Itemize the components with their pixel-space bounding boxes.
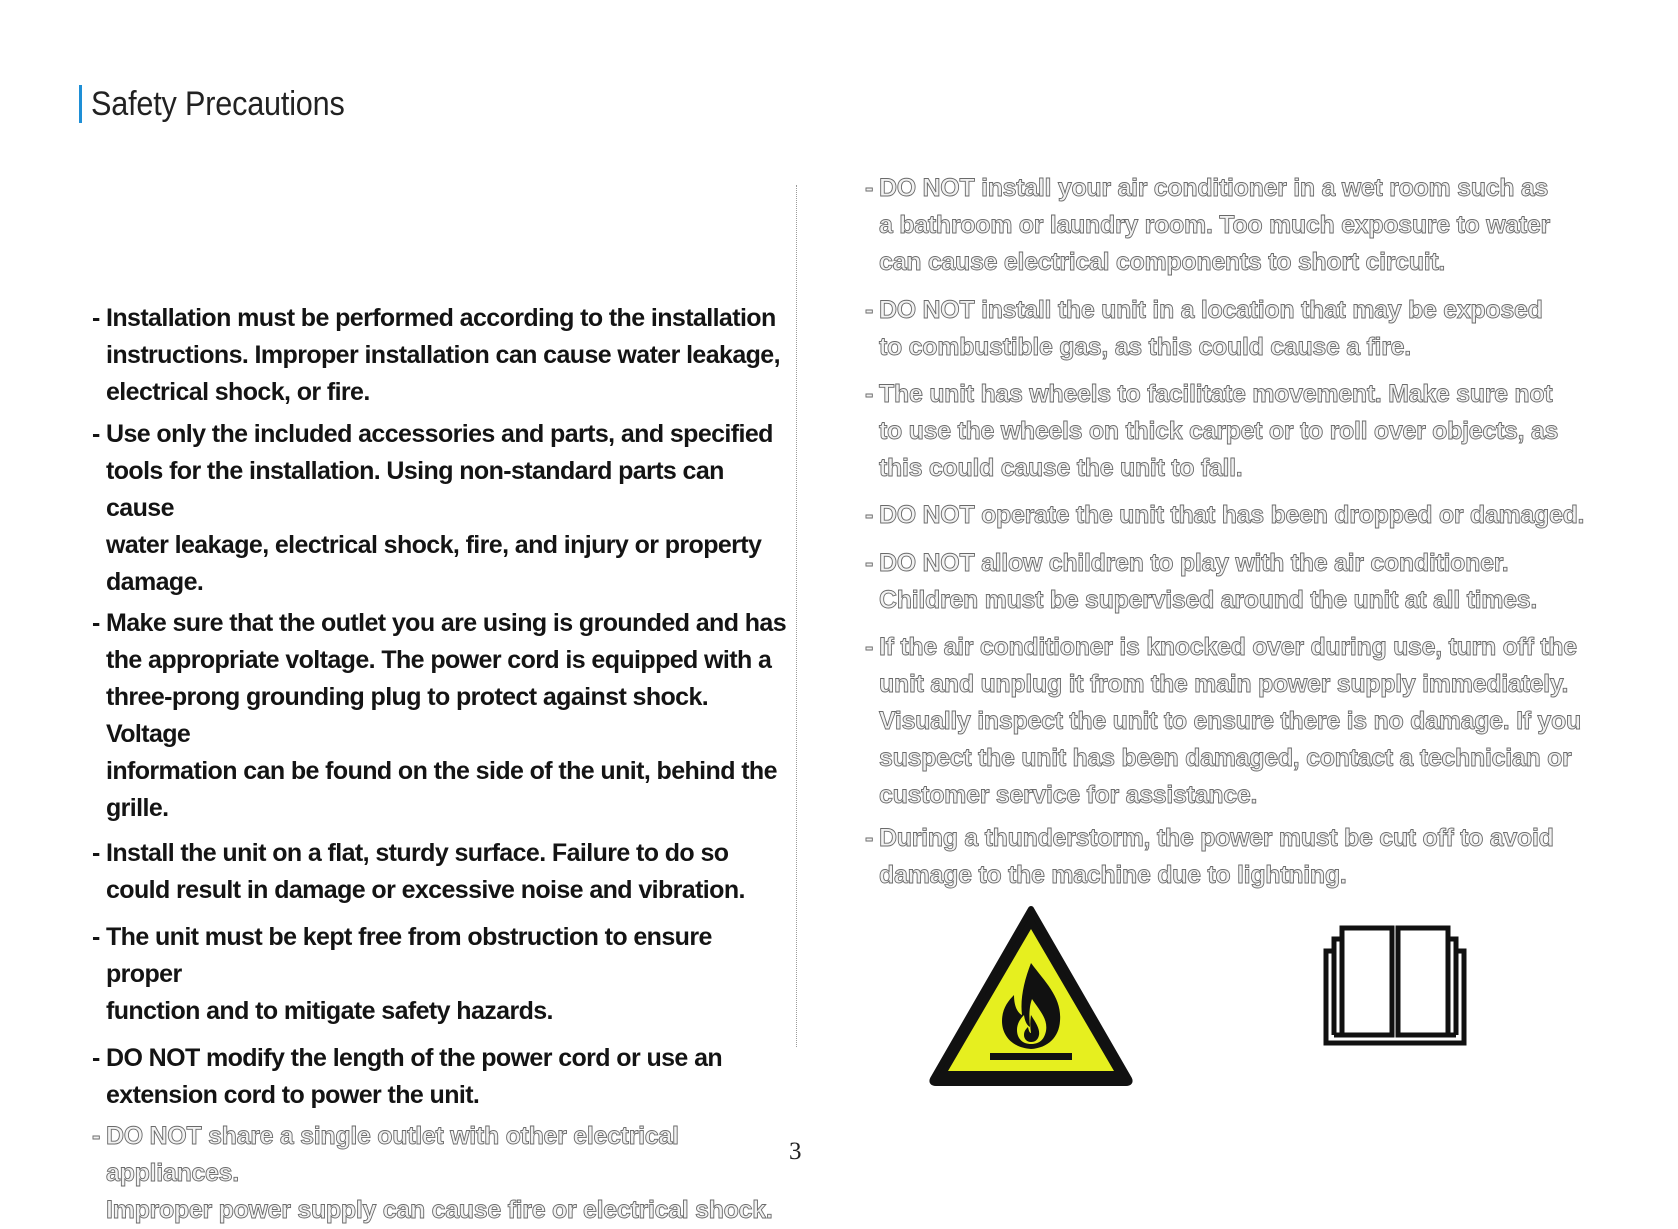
precaution-line: DO NOT share a single outlet with other electrical appliances. — [106, 1122, 679, 1187]
bullet-dash: - — [92, 1044, 100, 1072]
bullet-dash: - — [865, 824, 874, 852]
precaution-line: If the air conditioner is knocked over during use, turn off the — [879, 633, 1577, 661]
precaution-line: water leakage, electrical shock, fire, and injury or property — [106, 531, 762, 559]
precaution-line: instructions. Improper installation can cause water leakage, — [106, 341, 780, 369]
precaution-line: information can be found on the side of the unit, behind the — [106, 757, 777, 785]
bullet-dash: - — [92, 304, 100, 332]
precaution-line: DO NOT operate the unit that has been dropped or damaged. — [879, 501, 1585, 529]
precaution-line: The unit must be kept free from obstruction to ensure proper — [106, 923, 712, 988]
precaution-line: customer service for assistance. — [879, 781, 1258, 809]
precaution-line: the appropriate voltage. The power cord is equipped with a — [106, 646, 772, 674]
precaution-item — [92, 919, 792, 1030]
left-column — [92, 300, 792, 1229]
bullet-dash: - — [865, 174, 874, 202]
precaution-line: DO NOT install your air conditioner in a wet room such as — [879, 174, 1549, 202]
precaution-line: to use the wheels on thick carpet or to roll over objects, as — [879, 417, 1559, 445]
precaution-item — [865, 629, 1585, 814]
precaution-line: DO NOT allow children to play with the air conditioner. — [879, 549, 1509, 577]
precaution-line: extension cord to power the unit. — [106, 1081, 480, 1109]
precaution-line: DO NOT install the unit in a location that may be exposed — [879, 296, 1543, 324]
precaution-item — [92, 1118, 792, 1229]
precaution-line: could result in damage or excessive noise and vibration. — [106, 876, 745, 904]
precaution-item — [865, 170, 1585, 281]
precaution-line: this could cause the unit to fall. — [879, 454, 1243, 482]
precaution-line: damage. — [106, 568, 204, 596]
precaution-line: unit and unplug it from the main power supply immediately. — [879, 670, 1569, 698]
precaution-line: a bathroom or laundry room. Too much exposure to water — [879, 211, 1550, 239]
bullet-dash: - — [865, 501, 874, 529]
page-header — [79, 84, 373, 124]
precaution-line: During a thunderstorm, the power must be cut off to avoid — [879, 824, 1554, 852]
bullet-dash: - — [865, 633, 874, 661]
bullet-dash: - — [865, 296, 874, 324]
precaution-line: can cause electrical components to short circuit. — [879, 248, 1446, 276]
bullet-dash: - — [92, 923, 100, 951]
precaution-line: tools for the installation. Using non-standard parts can cause — [106, 457, 724, 522]
read-manual-icon — [1320, 923, 1470, 1047]
precaution-line: function and to mitigate safety hazards. — [106, 997, 553, 1025]
bullet-dash: - — [92, 420, 100, 448]
column-divider — [796, 185, 797, 1047]
bullet-dash: - — [92, 1122, 101, 1150]
precaution-line: Installation must be performed according to the installation — [106, 304, 776, 332]
page-title: Safety Precautions — [91, 84, 345, 123]
precaution-item — [92, 416, 792, 601]
bullet-dash: - — [92, 839, 100, 867]
precaution-line: to combustible gas, as this could cause a fire. — [879, 333, 1411, 361]
precaution-line: Install the unit on a flat, sturdy surface. Failure to do so — [106, 839, 729, 867]
precaution-line: Improper power supply can cause fire or electrical shock. — [106, 1196, 773, 1224]
precaution-line: Children must be supervised around the unit at all times. — [879, 586, 1538, 614]
precaution-item — [92, 1040, 792, 1114]
precaution-line: grille. — [106, 794, 169, 822]
precaution-line: The unit has wheels to facilitate movement. Make sure not — [879, 380, 1553, 408]
precaution-item — [865, 292, 1585, 366]
flammable-warning-icon — [928, 903, 1134, 1087]
precaution-line: DO NOT modify the length of the power cord or use an — [106, 1044, 723, 1072]
bullet-dash: - — [92, 609, 100, 637]
precaution-item — [92, 605, 792, 827]
title-accent-bar — [79, 85, 82, 123]
precaution-item — [865, 820, 1585, 894]
page-number: 3 — [789, 1138, 802, 1165]
bullet-dash: - — [865, 549, 874, 577]
precaution-line: Make sure that the outlet you are using is grounded and has — [106, 609, 786, 637]
precaution-line: Visually inspect the unit to ensure there is no damage. If you — [879, 707, 1581, 735]
bullet-dash: - — [865, 380, 874, 408]
precaution-line: three-prong grounding plug to protect against shock. Voltage — [106, 683, 709, 748]
precaution-item — [92, 835, 792, 909]
precaution-item — [92, 300, 792, 411]
precaution-line: Use only the included accessories and parts, and specified — [106, 420, 773, 448]
precaution-item — [865, 497, 1585, 534]
right-column — [865, 170, 1585, 894]
precaution-item — [865, 376, 1585, 487]
precaution-item — [865, 545, 1585, 619]
flame-base-bar — [990, 1053, 1072, 1060]
precaution-line: electrical shock, or fire. — [106, 378, 370, 406]
precaution-line: damage to the machine due to lightning. — [879, 861, 1347, 889]
precaution-line: suspect the unit has been damaged, contact a technician or — [879, 744, 1572, 772]
